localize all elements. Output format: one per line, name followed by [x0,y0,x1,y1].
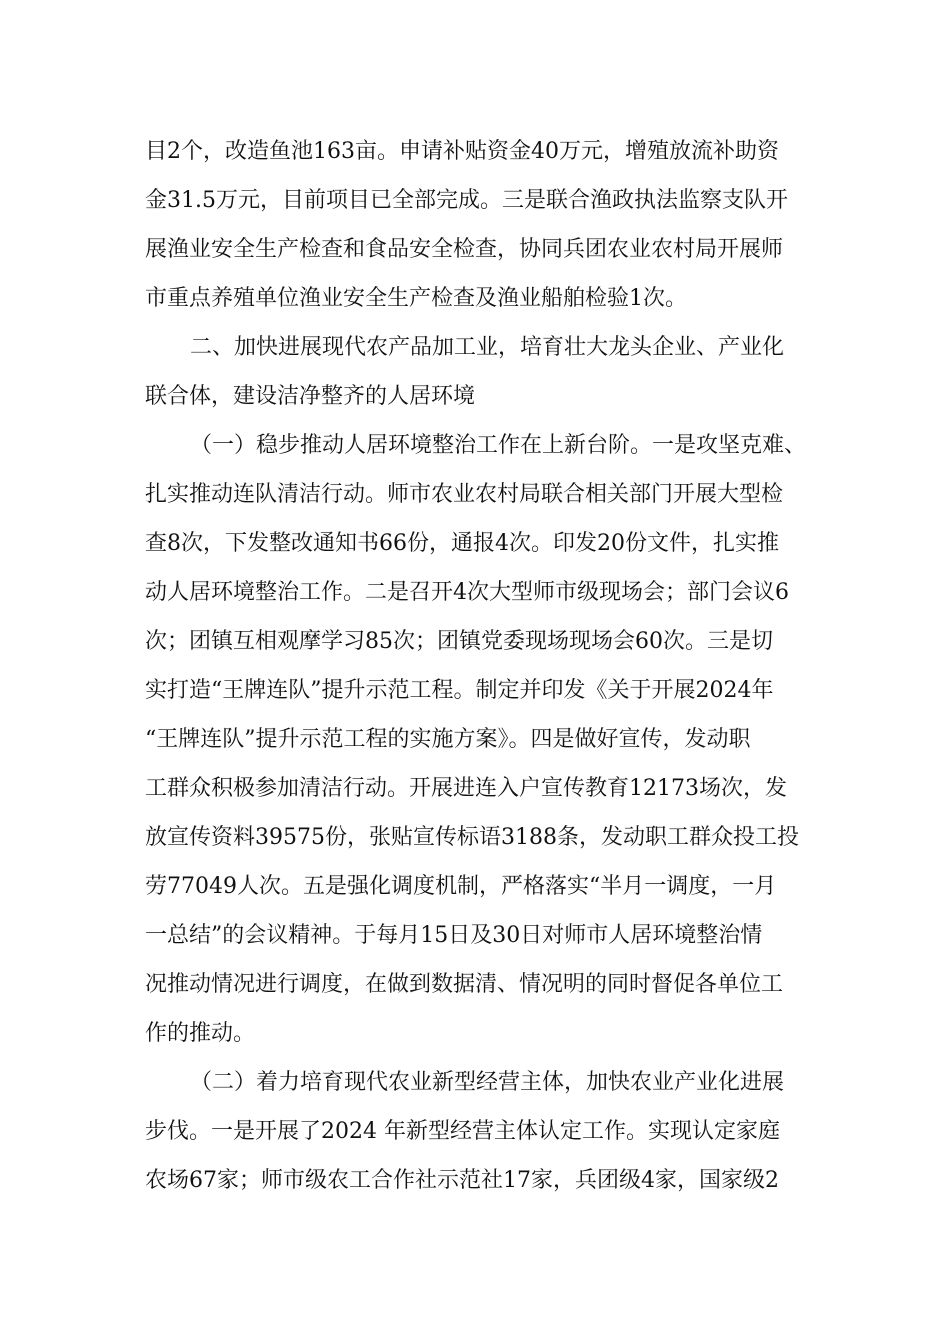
text-line: （二）着力培育现代农业新型经营主体，加快农业产业化进展 [190,1070,785,1095]
text-line: “王牌连队”提升示范工程的实施方案》。四是做好宣传，发动职 [145,727,751,752]
text-line: 农场67家；师市级农工合作社示范社17家，兵团级4家，国家级2 [145,1168,779,1193]
text-line: 联合体，建设洁净整齐的人居环境 [145,384,476,409]
text-line: 二、加快进展现代农产品加工业，培育壮大龙头企业、产业化 [190,335,785,360]
text-line: 放宣传资料39575份，张贴宣传标语3188条，发动职工群众投工投 [145,825,799,850]
text-line: 动人居环境整治工作。二是召开4次大型师市级现场会；部门会议6 [145,580,789,605]
text-line: 实打造“王牌连队”提升示范工程。制定并印发《关于开展2024年 [145,678,774,703]
text-line: 市重点养殖单位渔业安全生产检查及渔业船舶检验1次。 [145,286,687,311]
document-body [145,127,815,1205]
text-line: 劳77049人次。五是强化调度机制，严格落实“半月一调度，一月 [145,874,777,899]
text-line: 作的推动。 [145,1021,256,1046]
text-line: 扎实推动连队清洁行动。师市农业农村局联合相关部门开展大型检 [145,482,784,507]
text-line: 况推动情况进行调度，在做到数据清、情况明的同时督促各单位工 [145,972,784,997]
text-line: 工群众积极参加清洁行动。开展进连入户宣传教育12173场次，发 [145,776,787,801]
text-line: 查8次，下发整改通知书66份，通报4次。印发20份文件，扎实推 [145,531,779,556]
text-line: 一总结”的会议精神。于每月15日及30日对师市人居环境整治情 [145,923,763,948]
text-line: 次；团镇互相观摩学习85次；团镇党委现场现场会60次。三是切 [145,629,773,654]
text-line: 步伐。一是开展了2024 年新型经营主体认定工作。实现认定家庭 [145,1119,780,1144]
text-line: 展渔业安全生产检查和食品安全检查，协同兵团农业农村局开展师 [145,237,784,262]
text-line: （一）稳步推动人居环境整治工作在上新台阶。一是攻坚克难、 [190,433,807,458]
text-line: 金31.5万元，目前项目已全部完成。三是联合渔政执法监察支队开 [145,188,788,213]
text-line: 目2个，改造鱼池163亩。申请补贴资金40万元，增殖放流补助资 [145,139,779,164]
